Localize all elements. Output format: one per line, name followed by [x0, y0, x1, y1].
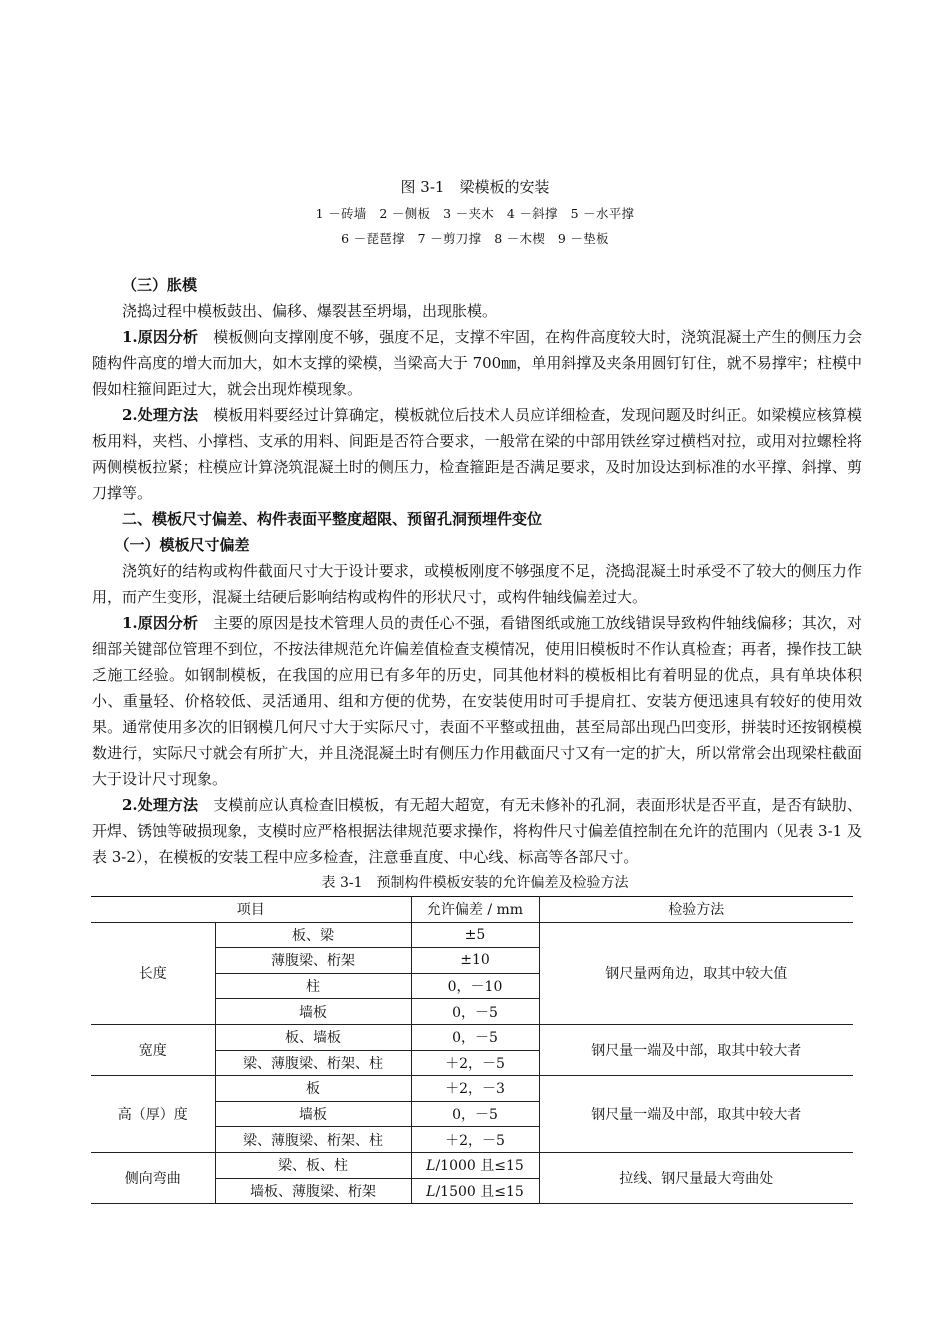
- sub-item: 薄腹梁、桁架: [215, 948, 411, 974]
- method-text: 模板用料要经过计算确定，模板就位后技术人员应详细检查，发现问题及时纠正。如梁模应核算模板用料，夹档、小撑档、支承的用料、间距是否符合要求，一般常在梁的中部用铁丝穿过横档对拉，或用对拉螺栓将两侧模板拉紧；柱模应计算浇筑混凝土时的侧压力，检查箍距是否满足要求，及时加设达到标准的水平撑、斜撑、剪刀撑等。: [92, 406, 862, 502]
- group-item-height: 高（厚）度: [91, 1076, 215, 1153]
- figure-caption: 图 3-1 梁模板的安装: [400, 178, 550, 196]
- tolerance-value: ＋2，－5: [411, 1050, 539, 1076]
- tolerance-value: 0，－5: [411, 1101, 539, 1127]
- sub-item: 板: [215, 1076, 411, 1102]
- paragraph-size-intro: 浇筑好的结构或构件截面尺寸大于设计要求，或模板刚度不够强度不足，浇捣混凝土时承受不了较大的侧压力作用，而产生变形，混凝土结硬后影响结构或构件的形状尺寸，或构件轴线偏差过大。: [92, 562, 862, 606]
- header-method: 检验方法: [539, 897, 853, 923]
- table-row: [91, 1076, 853, 1102]
- tolerance-value: ＋2，－3: [411, 1076, 539, 1102]
- header-item: 项目: [91, 897, 411, 923]
- paragraph-swelling-intro: 浇捣过程中模板鼓出、偏移、爆裂甚至坍塌，出现胀模。: [122, 302, 498, 320]
- table-row: [91, 922, 853, 948]
- group-item-lateral-bending: 侧向弯曲: [91, 1152, 215, 1203]
- paragraph-size-method: [92, 792, 862, 870]
- tolerance-value: ±5: [411, 922, 539, 948]
- length-symbol: L: [426, 1158, 436, 1175]
- figure-legend-line-2: 6 －琵琶撑 7 －剪刀撑 8 －木楔 9 －垫板: [341, 231, 609, 246]
- group-method-length: 钢尺量两角边，取其中较大值: [539, 922, 853, 1024]
- sub-item: 板、梁: [215, 922, 411, 948]
- section-heading-swelling: （三）胀模: [122, 276, 198, 294]
- sub-heading-size-deviation: （一）模板尺寸偏差: [114, 536, 250, 554]
- tolerance-value: 0，－5: [411, 1024, 539, 1050]
- sub-item: 墙板: [215, 999, 411, 1025]
- cause-lead: 1.原因分析: [122, 614, 199, 632]
- body-text: [92, 272, 862, 870]
- group-item-width: 宽度: [91, 1024, 215, 1075]
- tolerance-value: ±10: [411, 948, 539, 974]
- sub-item: 墙板: [215, 1101, 411, 1127]
- sub-item: 墙板、薄腹梁、桁架: [215, 1178, 411, 1204]
- header-tolerance: 允许偏差 / mm: [411, 897, 539, 923]
- tolerance-value: ＋2，－5: [411, 1127, 539, 1153]
- tolerance-text: /1500 且≤15: [435, 1183, 524, 1200]
- sub-item: 板、墙板: [215, 1024, 411, 1050]
- length-symbol: L: [426, 1183, 436, 1200]
- group-item-length: 长度: [91, 922, 215, 1024]
- cause-lead: 1.原因分析: [122, 328, 199, 346]
- tolerance-text: /1000 且≤15: [435, 1158, 524, 1175]
- paragraph-size-cause: [92, 610, 862, 792]
- group-method-lateral-bending: 拉线、钢尺量最大弯曲处: [539, 1152, 853, 1203]
- tolerance-value: [411, 1178, 539, 1204]
- method-text: 支模前应认真检查旧模板，有无超大超宽，有无未修补的孔洞，表面形状是否平直，是否有缺肋、开焊、锈蚀等破损现象，支模时应严格根据法律规范要求操作，将构件尺寸偏差值控制在允许的范围内（见表 3-1 及表 3-2），在模板的安装工程中应多检查，注意垂直度、中心线、标高等各部尺寸。: [92, 796, 862, 866]
- group-method-height: 钢尺量一端及中部，取其中较大者: [539, 1076, 853, 1153]
- sub-item: 梁、板、柱: [215, 1152, 411, 1178]
- paragraph-swelling-cause: [92, 324, 862, 402]
- table-caption: 表 3-1 预制构件模板安装的允许偏差及检验方法: [321, 875, 629, 891]
- tolerance-value: [411, 1152, 539, 1178]
- section-heading-two: 二、模板尺寸偏差、构件表面平整度超限、预留孔洞预埋件变位: [122, 510, 543, 528]
- method-lead: 2.处理方法: [122, 796, 199, 814]
- sub-item: 柱: [215, 973, 411, 999]
- sub-item: 梁、薄腹梁、桁架、柱: [215, 1127, 411, 1153]
- table-header-row: [91, 897, 853, 923]
- cause-text: 主要的原因是技术管理人员的责任心不强，看错图纸或施工放线错误导致构件轴线偏移；其次，对细部关键部位管理不到位，不按法律规范允许偏差值检查支模情况，使用旧模板时不作认真检查；再者，操作技工缺乏施工经验。如钢制模板，在我国的应用已有多年的历史，同其他材料的模板相比有着明显的优点，具有单块体积小、重量轻、价格较低、灵活通用、组和方便的优势，在安装使用时可手提肩扛、安装方便迅速具有较好的使用效果。通常使用多次的旧钢模几何尺寸大于实际尺寸，表面不平整或扭曲，甚至局部出现凸凹变形，拼装时还按钢模模数进行，实际尺寸就会有所扩大，并且浇混凝土时有侧压力作用截面尺寸又有一定的扩大，所以常常会出现梁柱截面大于设计尺寸现象。: [92, 614, 862, 788]
- tolerance-value: 0，－5: [411, 999, 539, 1025]
- sub-item: 梁、薄腹梁、桁架、柱: [215, 1050, 411, 1076]
- paragraph-swelling-method: [92, 402, 862, 506]
- tolerance-value: 0，－10: [411, 973, 539, 999]
- group-method-width: 钢尺量一端及中部，取其中较大者: [539, 1024, 853, 1075]
- table-row: [91, 1152, 853, 1178]
- cause-text: 模板侧向支撑刚度不够，强度不足，支撑不牢固，在构件高度较大时，浇筑混凝土产生的侧压力会随构件高度的增大而加大，如木支撑的梁模，当梁高大于 700㎜，单用斜撑及夹条用圆钉钉住，就不易撑牢；柱模中假如柱箍间距过大，就会出现炸模现象。: [92, 328, 862, 398]
- method-lead: 2.处理方法: [122, 406, 199, 424]
- tolerance-table: [91, 896, 853, 1204]
- table-row: [91, 1024, 853, 1050]
- figure-legend-line-1: 1 －砖墙 2 －侧板 3 －夹木 4 －斜撑 5 －水平撑: [315, 206, 635, 221]
